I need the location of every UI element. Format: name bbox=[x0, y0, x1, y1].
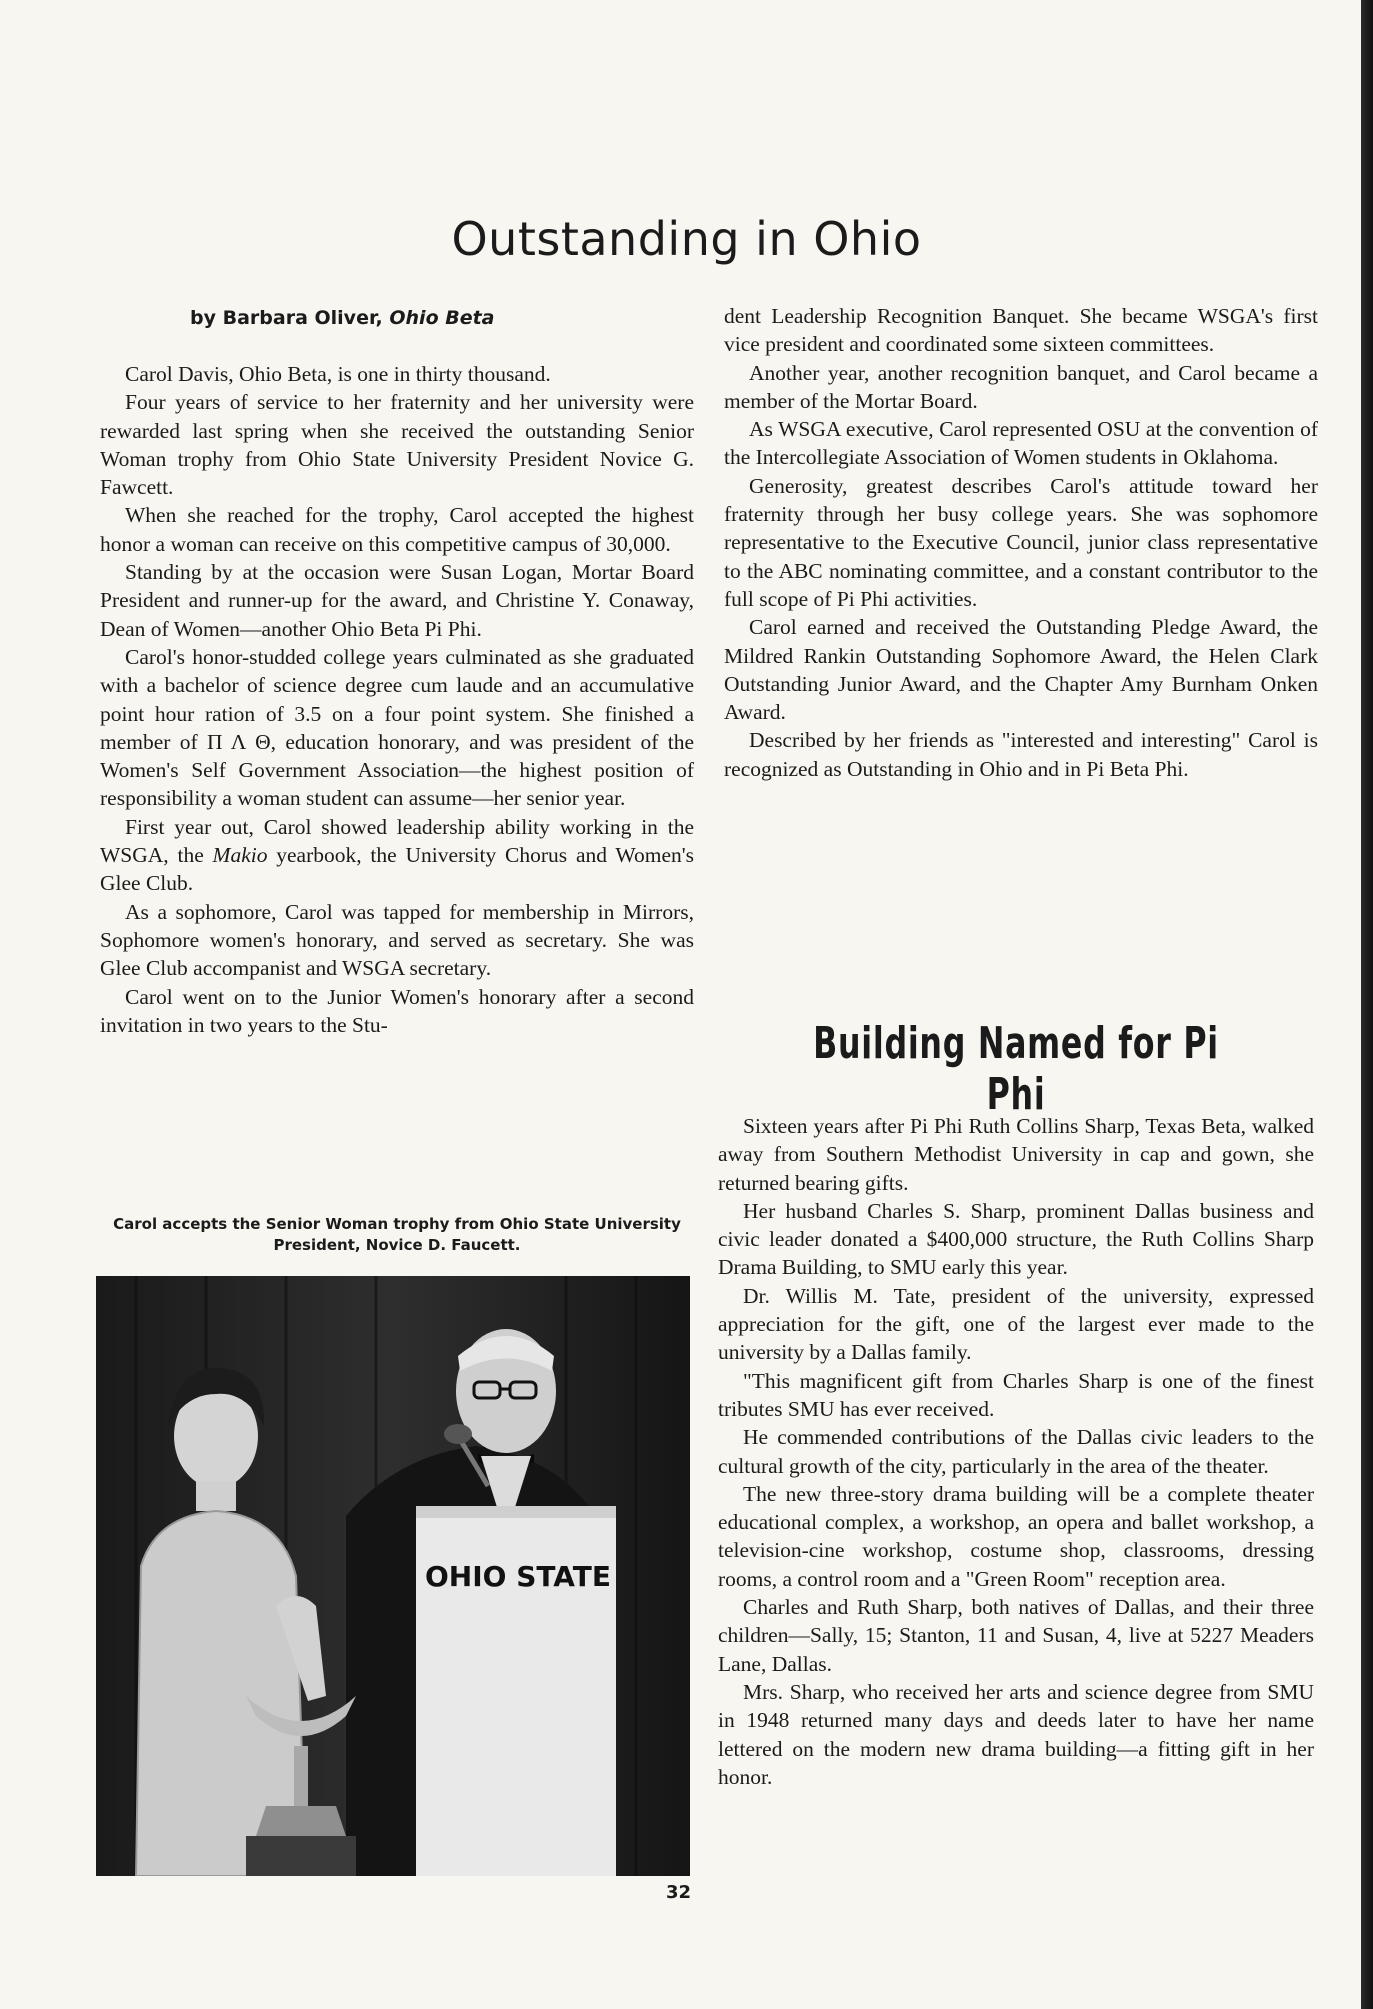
paragraph: Sixteen years after Pi Phi Ruth Collins Sharp, Texas Beta, walked away from Southern Methodist University in cap and gown, she returned bearing gifts. bbox=[718, 1114, 1314, 1195]
paragraph-text: yearbook, the University Chorus and Women's Glee Club. bbox=[100, 843, 694, 896]
page-number: 32 bbox=[665, 1882, 692, 1903]
award-photo-illustration bbox=[96, 1276, 690, 1876]
paragraph: Dr. Willis M. Tate, president of the university, expressed appreciation for the gift, one of the largest ever made to the university by a Dallas family. bbox=[718, 1283, 1314, 1365]
yearbook-title: Makio bbox=[212, 843, 268, 868]
paragraph: Standing by at the occasion were Susan Logan, Mortar Board President and runner-up for the award, and Christine Y. Conaway, Dean of Women—another Ohio Beta Pi Phi. bbox=[100, 560, 694, 641]
paragraph: Carol's honor-studded college years culminated as she graduated with a bachelor of science degree cum laude and an accumulative point hour ration of 3.5 on a four point system. She finished a member of Π Λ Θ, education honorary, and was president of the Women's Self Government Association—the highest position of responsibility a woman student can assume—her senior year. bbox=[100, 644, 694, 811]
paragraph: Described by her friends as "interested and interesting" Carol is recognized as Outstanding in Ohio and in Pi Beta Phi. bbox=[724, 728, 1318, 781]
photo-caption: Carol accepts the Senior Woman trophy from Ohio State University President, Novice D. Faucett. bbox=[113, 1215, 681, 1254]
paragraph: Four years of service to her fraternity and her university were rewarded last spring when she received the outstanding Senior Woman trophy from Ohio State University President Novice G. Fawcett. bbox=[100, 390, 694, 500]
byline-chapter: Ohio Beta bbox=[389, 307, 495, 329]
award-photo bbox=[96, 1276, 690, 1876]
article-right-column bbox=[724, 302, 1318, 783]
article-left-column bbox=[100, 302, 694, 1039]
paragraph-text: First year out, Carol showed leadership ability working in the WSGA, the bbox=[100, 814, 694, 868]
byline-name: by Barbara Oliver, bbox=[190, 307, 390, 329]
paragraph: Another year, another recognition banquet, and Carol became a member of the Mortar Board. bbox=[724, 360, 1318, 413]
paragraph: Carol went on to the Junior Women's honorary after a second invitation in two years to the Stu- bbox=[100, 984, 694, 1037]
paragraph: "This magnificent gift from Charles Sharp is one of the finest tributes SMU has ever received. bbox=[718, 1368, 1314, 1421]
second-article-column bbox=[718, 1112, 1314, 1791]
byline bbox=[100, 302, 694, 334]
paragraph: Charles and Ruth Sharp, both natives of Dallas, and their three children—Sally, 15; Stanton, 11 and Susan, 4, live at 5227 Meaders Lane, Dallas. bbox=[718, 1595, 1314, 1676]
paragraph: As a sophomore, Carol was tapped for membership in Mirrors, Sophomore women's honorary, and served as secretary. She was Glee Club accompanist and WSGA secretary. bbox=[100, 899, 694, 981]
podium-sign: OHIO STATE bbox=[424, 1560, 612, 1593]
paragraph: Carol earned and received the Outstanding Pledge Award, the Mildred Rankin Outstanding Sophomore Award, the Helen Clark Outstanding Junior Award, and the Chapter Amy Burnham Onken Award. bbox=[724, 615, 1318, 725]
paragraph: He commended contributions of the Dallas civic leaders to the cultural growth of the city, particularly in the area of the theater. bbox=[718, 1425, 1314, 1478]
page-title: Outstanding in Ohio bbox=[451, 212, 922, 266]
paragraph: Her husband Charles S. Sharp, prominent Dallas business and civic leader donated a $400,000 structure, the Ruth Collins Sharp Drama Building, to SMU early this year. bbox=[718, 1198, 1314, 1280]
paragraph bbox=[100, 813, 694, 898]
paragraph: Mrs. Sharp, who received her arts and science degree from SMU in 1948 returned many days and deeds later to have her name lettered on the modern new drama building—a fitting gift in her honor. bbox=[718, 1679, 1314, 1789]
paragraph: Carol Davis, Ohio Beta, is one in thirty thousand. bbox=[125, 362, 551, 386]
paragraph: Generosity, greatest describes Carol's attitude toward her fraternity through her busy college years. She was sophomore representative to the Executive Council, junior class representative to the ABC nominating committee, and a constant contributor to the full scope of Pi Phi activities. bbox=[724, 473, 1318, 611]
paragraph: As WSGA executive, Carol represented OSU at the convention of the Intercollegiate Association of Women students in Oklahoma. bbox=[724, 417, 1318, 470]
paragraph: When she reached for the trophy, Carol accepted the highest honor a woman can receive on this competitive campus of 30,000. bbox=[100, 503, 694, 556]
page-edge bbox=[1361, 0, 1373, 2009]
paragraph-continued: dent Leadership Recognition Banquet. She became WSGA's first vice president and coordinated some sixteen committees. bbox=[724, 304, 1318, 357]
paragraph: The new three-story drama building will be a complete theater educational complex, a workshop, an opera and ballet workshop, a television-cine workshop, costume shop, classrooms, dressing rooms, a control room and a "Green Room" reception area. bbox=[718, 1481, 1314, 1591]
section-heading: Building Named for Pi Phi bbox=[813, 1018, 1219, 1120]
